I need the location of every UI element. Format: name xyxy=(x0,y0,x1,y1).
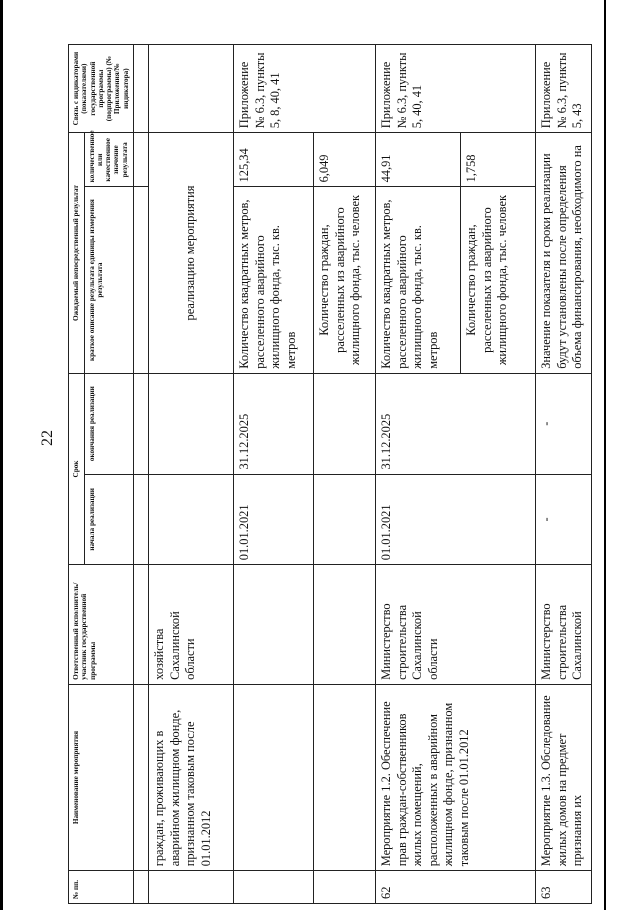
header-responsible: Ответственный исполнитель/участник государственной программы xyxy=(69,565,134,685)
header-term-end: окончания реализации xyxy=(84,373,133,474)
table-row xyxy=(313,45,375,904)
row63-responsible: Министерство строительства Сахалинской xyxy=(535,565,591,685)
cont-sub2-desc: Количество граждан, расселенных из аварийного жилищного фонда, тыс. человек xyxy=(313,187,375,373)
cont-result-span: реализацию мероприятия xyxy=(148,133,233,374)
table-row xyxy=(535,45,591,904)
cont-sub1-desc: Количество квадратных метров, расселенного аварийного жилищного фонда, тыс. кв. метров xyxy=(233,187,313,373)
header-link: Связь с индикаторами (показателями) государственной программы (подпрограммы) (№ Приложения/№ индикатора) xyxy=(69,45,134,133)
table-row xyxy=(233,45,313,904)
cont-name: граждан, проживающих в аварийном жилищном фонде, признанном таковым после 01.01.2012 xyxy=(148,684,233,870)
cont-link: Приложение № 6.3, пункты 5, 8, 40, 41 xyxy=(233,45,375,133)
table-row xyxy=(148,45,233,904)
row62-end: 31.12.2025 xyxy=(375,373,535,474)
header-result: Ожидаемый непосредственный результат xyxy=(69,133,85,374)
cont-start: 01.01.2021 xyxy=(233,474,313,565)
row62-link: Приложение № 6.3, пункты 5, 40, 41 xyxy=(375,45,535,133)
cont-sub1-value: 125,34 xyxy=(233,133,313,187)
row62-sub1-value: 44,91 xyxy=(375,133,460,187)
table-row xyxy=(375,45,460,904)
page-number: 22 xyxy=(39,430,56,446)
row62-start: 01.01.2021 xyxy=(375,474,535,565)
row62-sub2-value: 1,758 xyxy=(460,133,535,187)
row62-sub1-desc: Количество квадратных метров, расселенного аварийного жилищного фонда, тыс. кв. метров xyxy=(375,187,460,373)
row63-name: Мероприятие 1.3. Обследование жилых домов на предмет признания их xyxy=(535,684,591,870)
header-num: № пп. xyxy=(69,871,134,904)
cont-sub2-value: 6,049 xyxy=(313,133,375,187)
program-table xyxy=(68,44,592,904)
cont-end: 31.12.2025 xyxy=(233,373,313,474)
header-result-desc: краткое описание результата единицы измерения результата xyxy=(84,187,133,373)
scan-edge-left xyxy=(0,0,3,910)
row63-end: - xyxy=(535,373,591,474)
cont-responsible: хозяйства Сахалинской области xyxy=(148,565,233,685)
header-name: Наименование мероприятия xyxy=(69,684,134,870)
header-term: Срок xyxy=(69,373,85,564)
row62-name: Мероприятие 1.2. Обеспечение прав граждан-собственников жилых помещений, расположенных в аварийном жилищном фонде, признанном таковым после 01.01.2012 xyxy=(375,684,535,870)
row63-link: Приложение № 6.3, пункты 5, 43 xyxy=(535,45,591,133)
row62-responsible: Министерство строительства Сахалинской области xyxy=(375,565,535,685)
rotated-table-page xyxy=(68,44,618,904)
row63-result: Значение показателя и сроки реализации будут установлены после определения объема финансирования, необходимого на xyxy=(535,133,591,374)
column-number-row xyxy=(133,45,148,904)
row62-sub2-desc: Количество граждан, расселенных из аварийного жилищного фонда, тыс. человек xyxy=(460,187,535,373)
row63-num: 63 xyxy=(535,871,591,904)
row63-start: - xyxy=(535,474,591,565)
row62-num: 62 xyxy=(375,871,535,904)
header-term-start: начала реализации xyxy=(84,474,133,565)
header-result-value: количественное или качественное значение результата xyxy=(84,133,133,187)
